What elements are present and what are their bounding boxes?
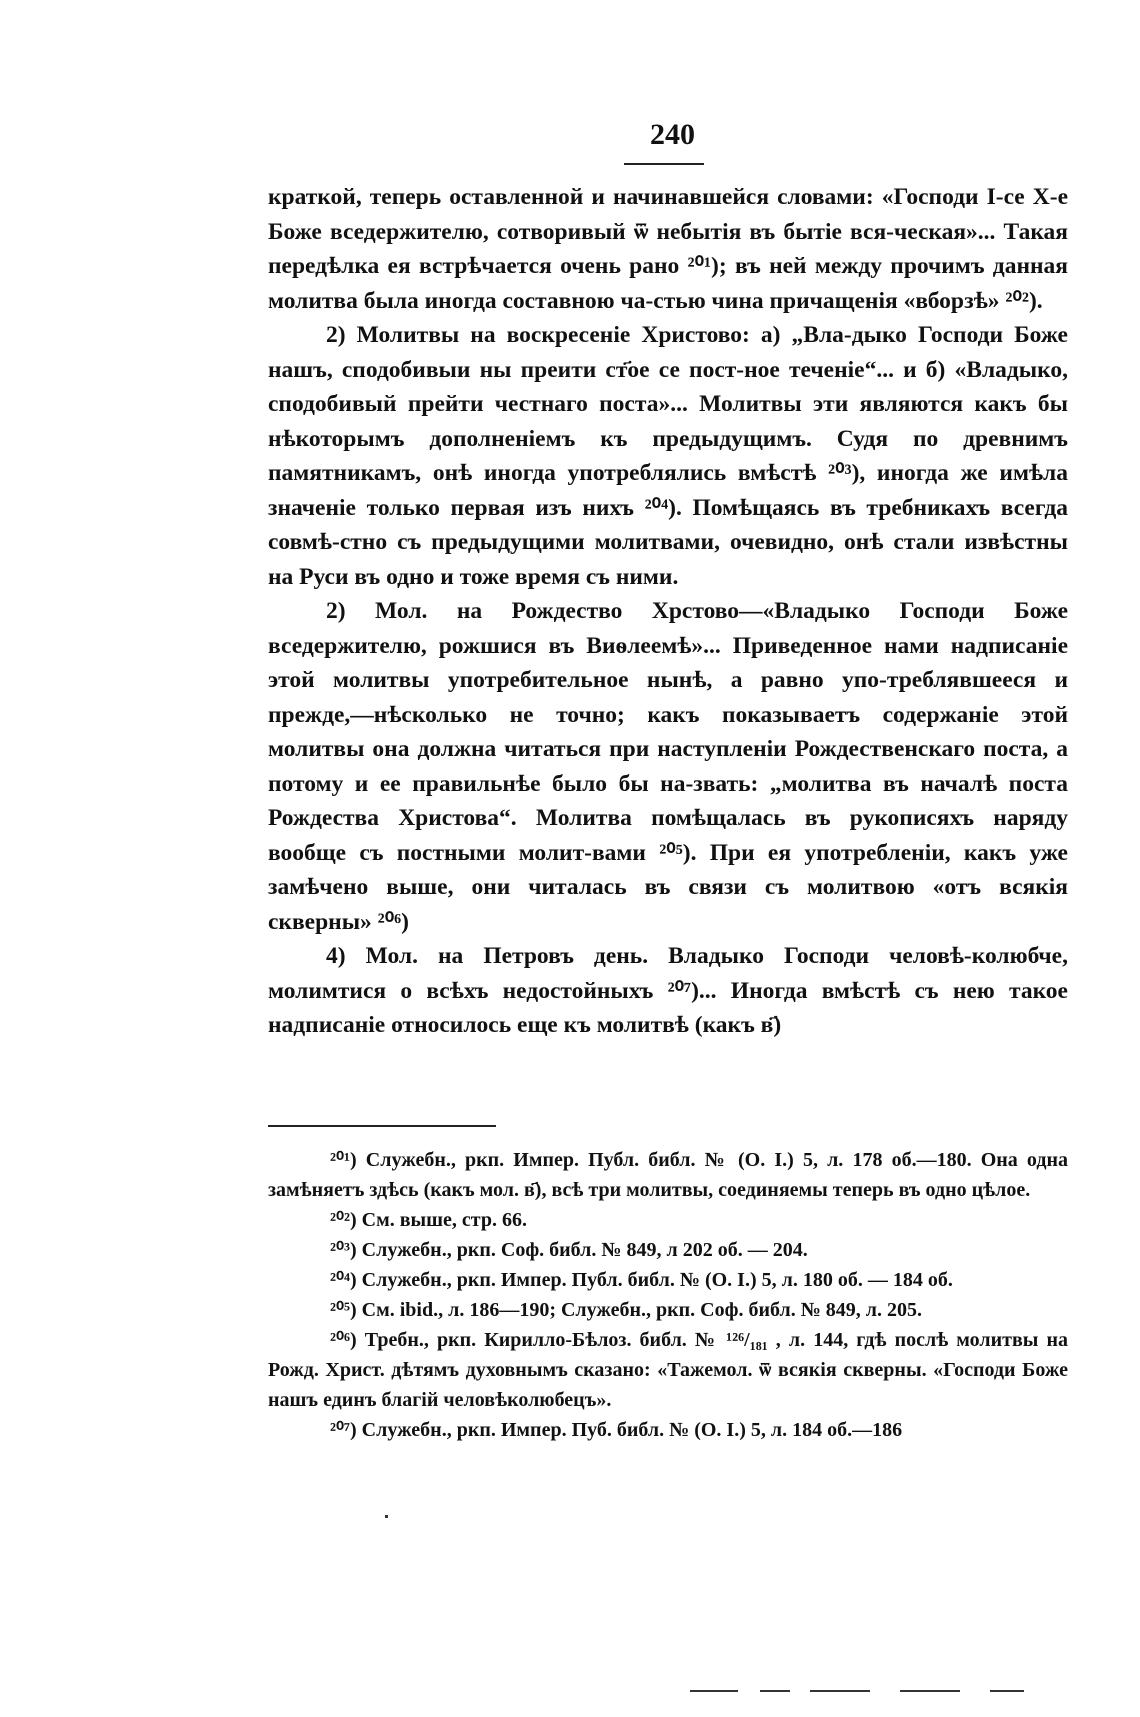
page-number-underline [624,163,704,165]
footnote-206: ²⁰⁶) Требн., ркп. Кирилло-Бѣлоз. библ. № ¹²⁶/₁₈₁ , л. 144, гдѣ послѣ молитвы на Рожд. Христ. дѣтямъ духовнымъ сказано: «Тажемол. ѿ всякія скверны. «Господи Боже нашъ единъ благій человѣколюбецъ». [268,1329,1068,1411]
scan-edge-mark [760,1690,790,1692]
footnote-201: ²⁰¹) Служебн., ркп. Импер. Публ. библ. № (О. I.) 5, л. 178 об.—180. Она одна замѣняетъ здѣсь (какъ мол. в҃), всѣ три молитвы, соединяемы теперь въ одно цѣлое. [268,1149,1068,1201]
paragraph-4: 4) Мол. на Петровъ день. Владыко Господи человѣ-колюбче, молимтися о всѣхъ недостойныхъ ²⁰⁷)... Иногда вмѣстѣ съ нею такое надписаніе относилось еще къ молитвѣ (какъ в҃) [268,943,1068,1038]
paragraph-3: 2) Мол. на Рождество Хрстово—«Владыко Господи Боже вседержителю, рожшися въ Виѳлеемѣ»... Приведенное нами надписаніе этой молитвы употребительное нынѣ, а равно упо-треблявшееся и прежде,—нѣсколько не точно; какъ показываетъ содержаніе этой молитвы она должна читаться при наступленіи Рождественскаго поста, а потому и ее правильнѣе было бы на-звать: „молитва въ началѣ поста Рождества Христова“. Молитва помѣщалась въ рукописяхъ наряду вообще съ постными молит-вами ²⁰⁵). При ея употребленіи, какъ уже замѣчено выше, они читалась въ связи съ молитвою «отъ всякія скверны» ²⁰⁶) [268,598,1068,935]
footnote-202: ²⁰²) См. выше, стр. 66. [330,1209,527,1231]
paragraph-2: 2) Молитвы на воскресеніе Христово: а) „Вла-дыко Господи Боже нашъ, сподобивыи ны преити ст҃ое се пост-ное теченіе“... и б) «Владыко, сподобивый прейти честнаго поста»... Молитвы эти являются какъ бы нѣкоторымъ дополненіемъ къ предыдущимъ. Судя по древнимъ памятникамъ, онѣ иногда употреблялись вмѣстѣ ²⁰³), иногда же имѣла значеніе только первая изъ нихъ ²⁰⁴). Помѣщаясь въ требникахъ всегда совмѣ-стно съ предыдущими молитвами, очевидно, онѣ стали извѣстны на Руси въ одно и тоже время съ ними. [268,322,1068,590]
footnote-204: ²⁰⁴) Служебн., ркп. Импер. Публ. библ. № (О. I.) 5, л. 180 об. — 184 об. [330,1269,953,1291]
footnotes [268,1145,1068,1445]
footnote-separator [268,1125,496,1127]
scan-edge-mark [900,1690,960,1692]
footnote-207: ²⁰⁷) Служебн., ркп. Импер. Пуб. библ. № (О. I.) 5, л. 184 об.—186 [330,1419,903,1441]
main-text [268,180,1068,1043]
page-number: 240 [650,118,695,151]
paragraph-1: краткой, теперь оставленной и начинавшейся словами: «Господи І-се Х-е Боже вседержителю, сотворивый ѿ небытія въ бытіе вся-ческая»... Такая передѣлка ея встрѣчается очень рано ²⁰¹); въ ней между прочимъ данная молитва была иногда составною ча-стью чина причащенія «вборзѣ» ²⁰²). [268,184,1068,314]
scan-edge-mark [810,1690,870,1692]
footnote-205: ²⁰⁵) См. ibid., л. 186—190; Служебн., ркп. Соф. библ. № 849, л. 205. [330,1299,923,1321]
footnote-203: ²⁰³) Служебн., ркп. Соф. библ. № 849, л 202 об. — 204. [330,1239,808,1261]
scan-edge-mark [690,1690,738,1692]
scan-edge-mark [990,1690,1024,1692]
stray-mark [385,1515,388,1518]
